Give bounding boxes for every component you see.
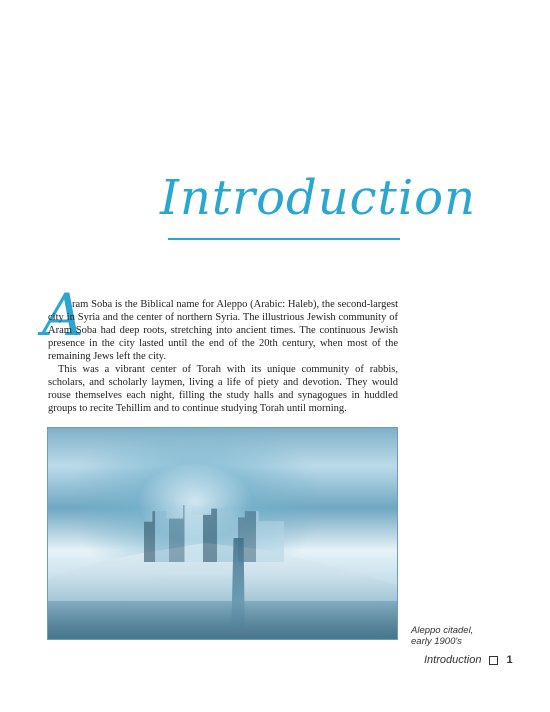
paragraph-2: This was a vibrant center of Torah with its unique community of rabbis, scholars, and scholarly laymen, living a life of piety and devotion. They would rouse themselves each night, filling the study halls and synagogues in huddled groups to recite Tehillim and to continue studying Torah until morning. xyxy=(48,364,398,414)
footer-label: Introduction xyxy=(424,654,482,666)
page-title: Introduction xyxy=(160,170,476,226)
photo-citadel xyxy=(144,500,284,562)
dropcap: A xyxy=(42,281,84,349)
paragraph-1: ram Soba is the Biblical name for Aleppo (Arabic: Haleb), the second-largest city in Syria and the center of northern Syria. The illustrious Jewish community of Aram Soba had deep roots, stretching into ancient times. The continuous Jewish presence in the city lasted until the end of the 20th century, when most of the remaining Jews left the city. xyxy=(48,299,398,362)
caption-line-1: Aleppo citadel, xyxy=(411,625,474,636)
body-text xyxy=(48,298,398,415)
page-footer xyxy=(424,654,513,666)
square-outline-icon xyxy=(489,656,498,665)
aleppo-citadel-image xyxy=(47,427,398,640)
image-caption xyxy=(411,625,511,647)
title-underline xyxy=(168,238,400,240)
caption-line-2: early 1900's xyxy=(411,636,462,647)
page-number: 1 xyxy=(506,654,513,666)
photo-foreground xyxy=(48,601,397,639)
